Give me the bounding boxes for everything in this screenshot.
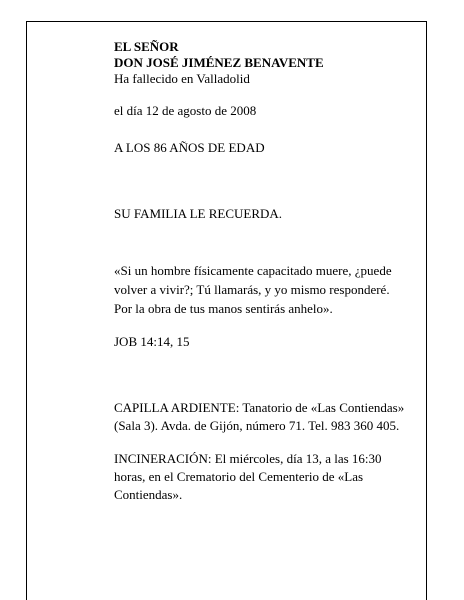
cremation-line-2: horas, en el Crematorio del Cementerio de «Las bbox=[114, 469, 364, 484]
cremation-line-1: INCINERACIÓN: El miércoles, día 13, a las 16:30 bbox=[114, 451, 382, 466]
chapel-block bbox=[114, 399, 434, 435]
quote-line-3: Por la obra de tus manos sentirás anhelo». bbox=[114, 301, 333, 316]
quote-line-1: «Si un hombre físicamente capacitado muere, ¿puede bbox=[114, 263, 392, 278]
family-text: SU FAMILIA LE RECUERDA. bbox=[114, 206, 283, 221]
quote-block bbox=[114, 261, 434, 318]
chapel-line-2: (Sala 3). Avda. de Gijón, número 71. Tel. 983 360 405. bbox=[114, 418, 400, 433]
cremation-line-3: Contiendas». bbox=[114, 487, 183, 502]
chapel-line-1: CAPILLA ARDIENTE: Tanatorio de «Las Contiendas» bbox=[114, 400, 405, 415]
cremation-block bbox=[114, 450, 434, 504]
title-line-2: DON JOSÉ JIMÉNEZ BENAVENTE bbox=[114, 55, 324, 70]
quote-line-2: volver a vivir?; Tú llamarás, y yo mismo responderé. bbox=[114, 282, 390, 297]
obituary-notice bbox=[114, 39, 434, 504]
title-line-1: EL SEÑOR bbox=[114, 39, 179, 54]
age-text: A LOS 86 AÑOS DE EDAD bbox=[114, 140, 265, 155]
date-text: el día 12 de agosto de 2008 bbox=[114, 103, 257, 118]
died-in-text: Ha fallecido en Valladolid bbox=[114, 71, 250, 86]
verse-reference: JOB 14:14, 15 bbox=[114, 334, 190, 349]
